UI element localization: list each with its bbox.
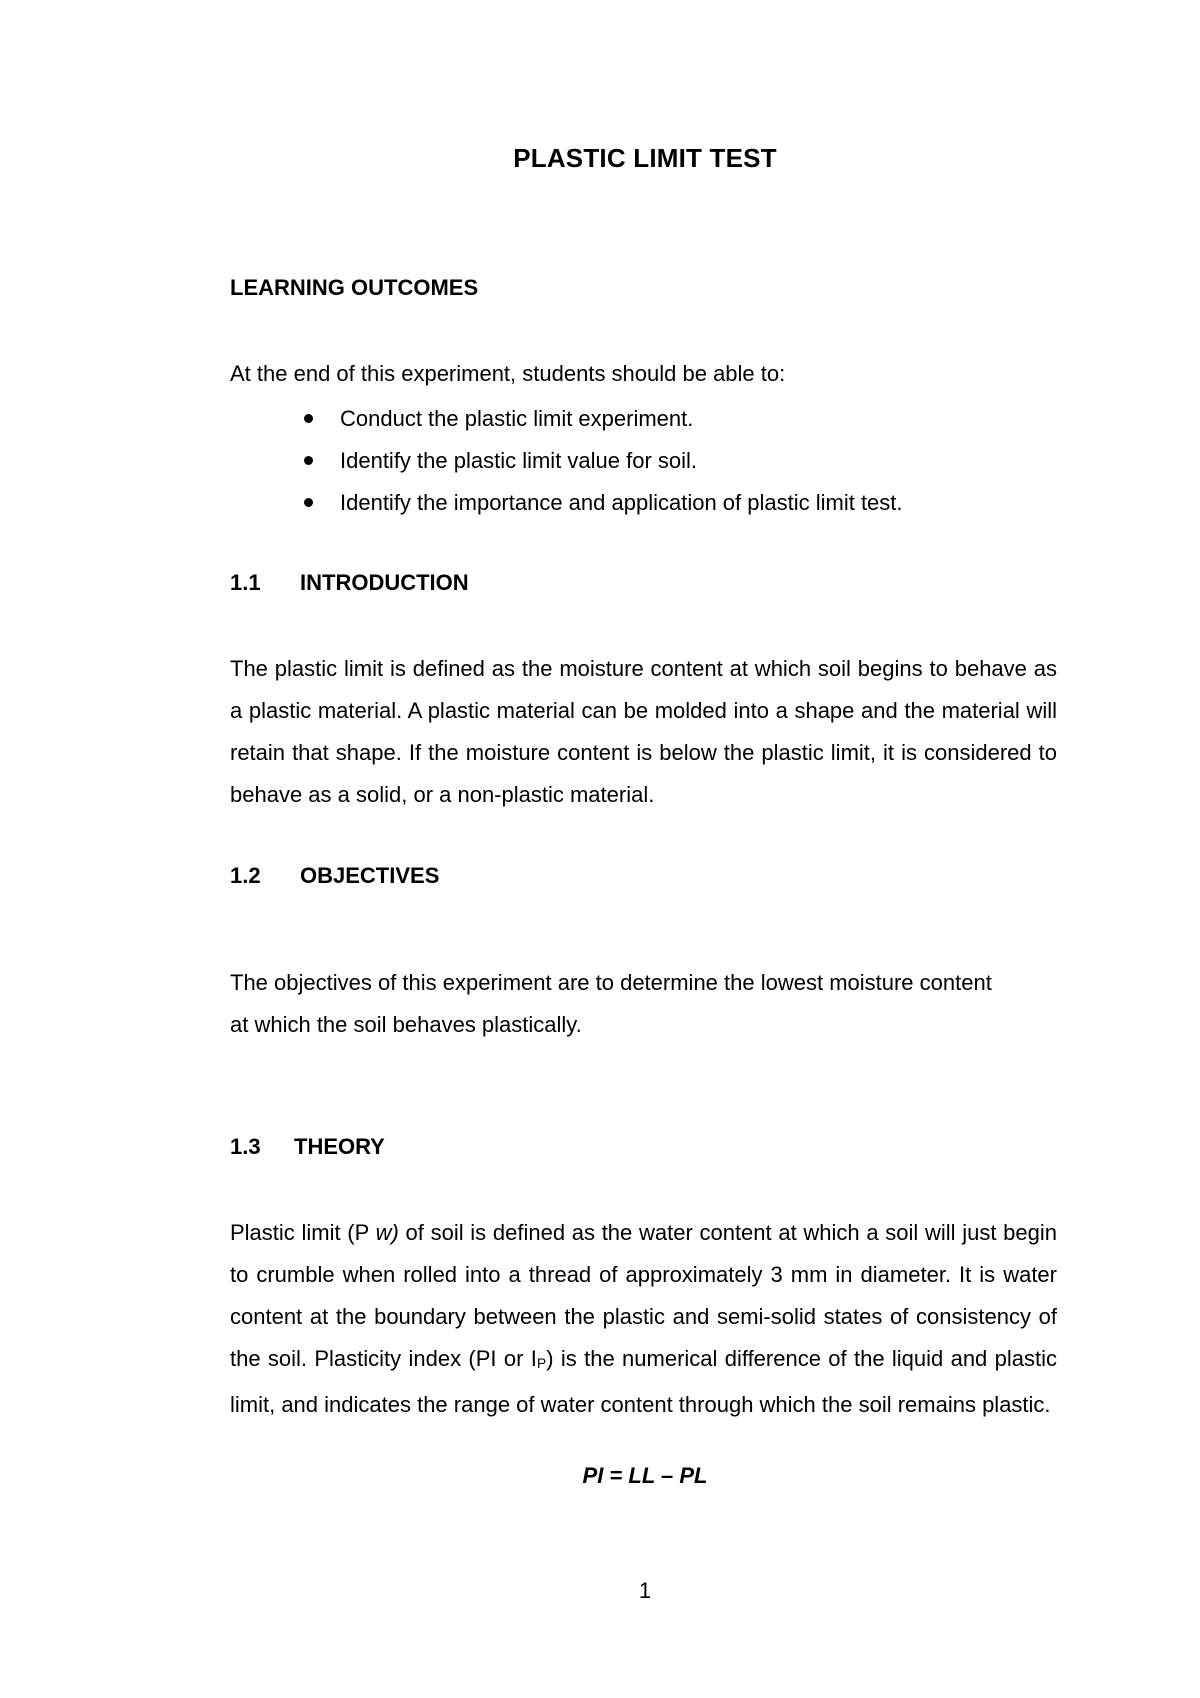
section-heading-introduction bbox=[230, 570, 469, 596]
section-title: INTRODUCTION bbox=[300, 570, 469, 595]
bullet-icon bbox=[304, 498, 313, 507]
learning-outcomes-intro: At the end of this experiment, students should be able to: bbox=[230, 361, 786, 386]
list-item bbox=[300, 440, 903, 482]
section-title: OBJECTIVES bbox=[300, 863, 440, 888]
introduction-paragraph: The plastic limit is defined as the moisture content at which soil begins to behave as a plastic material. A plastic material can be molded into a shape and the material will retain that shape. If the moisture content is below the plastic limit, it is considered to behave as a solid, or a non-plastic material. bbox=[230, 656, 1057, 807]
bullet-icon bbox=[304, 456, 313, 465]
section-number: 1.3 bbox=[230, 1134, 261, 1159]
list-item-text: Conduct the plastic limit experiment. bbox=[340, 406, 694, 431]
theory-text-part1: Plastic limit (P bbox=[230, 1220, 376, 1245]
list-item bbox=[300, 398, 903, 440]
list-item-text: Identify the plastic limit value for soil. bbox=[340, 448, 698, 473]
theory-text-italic: w) bbox=[375, 1220, 399, 1245]
objectives-paragraph: The objectives of this experiment are to determine the lowest moisture content at which the soil behaves plastically. bbox=[230, 970, 992, 1037]
page-number: 1 bbox=[638, 1578, 652, 1603]
page-title: PLASTIC LIMIT TEST bbox=[513, 143, 777, 173]
plasticity-index-formula: PI = LL – PL bbox=[582, 1463, 708, 1488]
section-number: 1.1 bbox=[230, 570, 261, 595]
learning-outcomes-heading: LEARNING OUTCOMES bbox=[230, 275, 479, 300]
section-heading-theory bbox=[230, 1134, 385, 1160]
theory-text-part2: of soil is defined as the water content at which a soil will just begin to crumble when rolled into a thread of approximately 3 mm in diameter. It is water content at the boundary between the plastic and semi-solid states of consistency of the soil. Plasticity index (PI or I bbox=[230, 1220, 1057, 1371]
section-title: THEORY bbox=[294, 1134, 385, 1159]
theory-paragraph bbox=[230, 1212, 1057, 1426]
theory-text-subscript: P bbox=[536, 1355, 547, 1371]
section-number: 1.2 bbox=[230, 863, 261, 888]
list-item bbox=[300, 482, 903, 524]
learning-outcomes-list bbox=[300, 398, 903, 524]
section-heading-objectives bbox=[230, 863, 439, 889]
list-item-text: Identify the importance and application of plastic limit test. bbox=[340, 490, 903, 515]
theory-text-part3: ) is the numerical difference of the liquid and plastic limit, and indicates the range of water content through which the soil remains plastic. bbox=[230, 1346, 1057, 1417]
bullet-icon bbox=[304, 414, 313, 423]
